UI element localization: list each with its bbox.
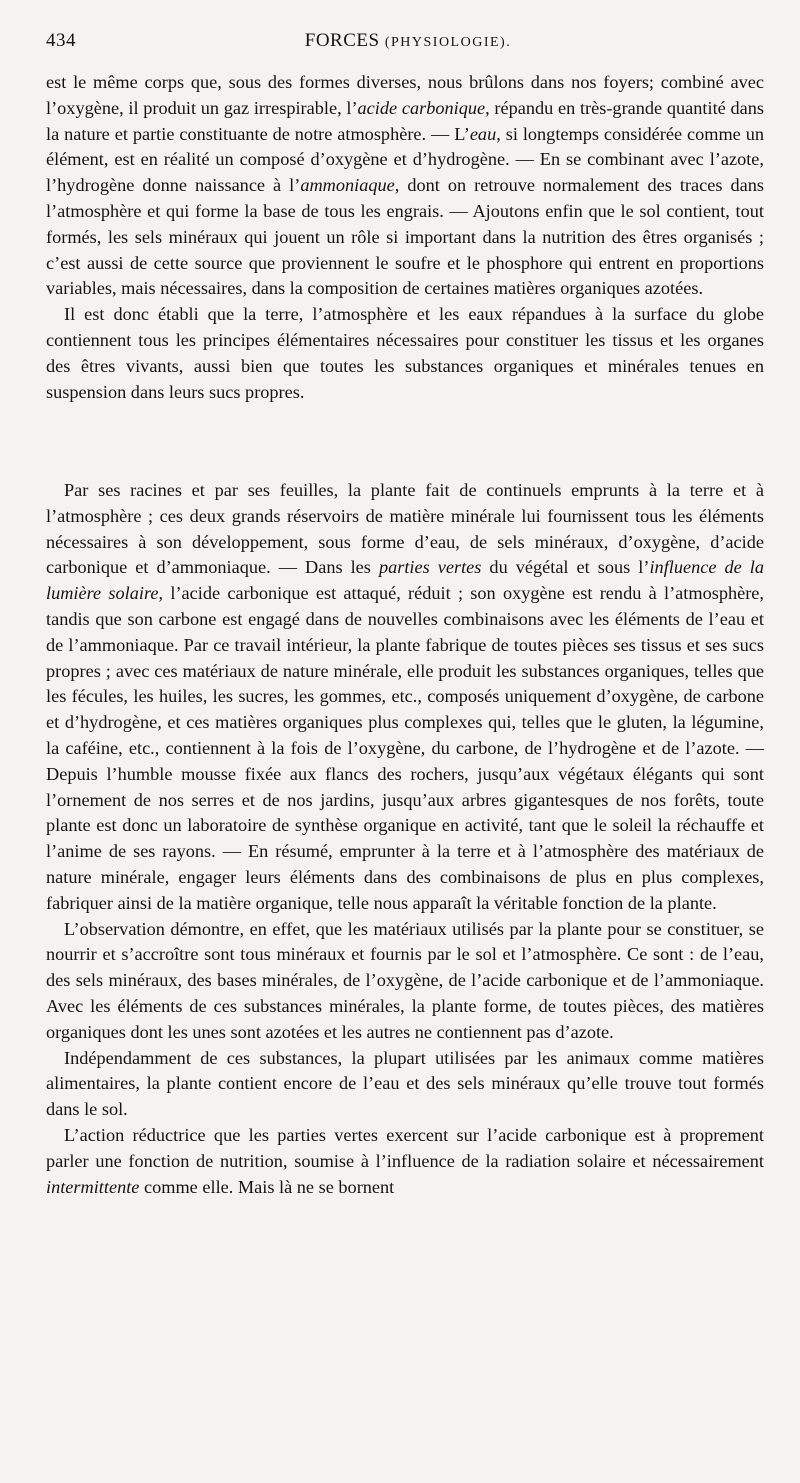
running-title bbox=[46, 30, 760, 52]
text-run: , l’acide carbonique est attaqué, réduit ; son oxygène est rendu à l’atmosphère, tandis que son carbone est engagé dans de nouvelles combinaisons avec les éléments de l’eau et de l’ammoniaque. Par ce travail intérieur, la plante fabrique de toutes pièces ses tissus et ses sucs propres ; avec ces matériaux de nature minérale, elle produit les substances organiques, telles que les fécules, les huiles, les sucres, les gommes, etc., composés uniquement d’oxygène, de carbone et d’hydrogène, et ces matières organiques plus complexes qui, telles que le gluten, la légumine, la caféine, etc., contiennent à la fois de l’oxygène, du carbone, de l’hydrogène et de l’azote. — Depuis l’humble mousse fixée aux flancs des rochers, jusqu’aux végétaux élégants qui sont l’ornement de nos serres et de nos jardins, jusqu’aux arbres gigantesques de nos forêts, toute plante est donc un laboratoire de synthèse organique en activité, tant que le soleil la réchauffe et l’anime de ses rayons. — En résumé, emprunter à la terre et à l’atmosphère des matériaux de nature minérale, engager leurs éléments dans des combinaisons de plus en plus complexes, fabriquer ainsi de la matière organique, telle nous apparaît la véritable fonction de la plante. bbox=[46, 583, 764, 913]
paragraph bbox=[46, 1123, 764, 1200]
paragraph bbox=[46, 1046, 764, 1123]
text-run: comme elle. Mais là ne se bornent bbox=[139, 1176, 395, 1197]
running-title-subtitle: (PHYSIOLOGIE). bbox=[384, 35, 512, 50]
text-run: Indépendamment de ces substances, la plupart utilisées par les animaux comme matières alimentaires, la plante contient encore de l’eau et des sels minéraux qu’elle trouve tout formés dans le sol. bbox=[46, 1047, 764, 1120]
text-run: Il est donc établi que la terre, l’atmosphère et les eaux répandues à la surface du globe contiennent tous les principes élémentaires nécessaires pour constituer les tissus et les organes des êtres vivants, aussi bien que toutes les substances organiques et minérales tenues en suspension dans leurs sucs propres. bbox=[46, 304, 764, 402]
paragraph bbox=[46, 70, 764, 302]
italic-text: ammoniaque bbox=[300, 175, 395, 196]
italic-text: acide carbonique bbox=[357, 97, 486, 118]
page-number: 434 bbox=[46, 30, 76, 51]
text-run: est le même corps que, sous des formes diverses, nous brûlons dans nos foyers; combiné avec l’oxygène, il produit un gaz irrespirable, l’ bbox=[46, 72, 764, 118]
text-section-2 bbox=[46, 478, 764, 1200]
italic-text: parties vertes bbox=[378, 557, 482, 578]
italic-text: influence de la lumière solaire bbox=[46, 557, 764, 604]
italic-text: eau bbox=[469, 123, 497, 144]
text-run: L’action réductrice que les parties vertes exercent sur l’acide carbonique est à proprement parler une fonction de nutrition, soumise à l’influence de la radiation solaire et nécessairement bbox=[46, 1124, 764, 1171]
text-run: , répandu en très-grande quantité dans la nature et partie constituante de notre atmosphère. — L’ bbox=[46, 97, 764, 144]
paragraph bbox=[46, 917, 764, 1046]
running-head bbox=[46, 30, 760, 56]
paragraph bbox=[46, 302, 764, 405]
text-run: , si longtemps considérée comme un élément, est en réalité un composé d’oxygène et d’hydrogène. — En se combinant avec l’azote, l’hydrogène donne naissance à l’ bbox=[46, 123, 764, 196]
text-run: Par ses racines et par ses feuilles, la plante fait de continuels emprunts à la terre et à l’atmosphère ; ces deux grands réservoirs de matière minérale lui fournissent tous les éléments nécessaires à son développement, sous forme d’eau, de sels minéraux, d’oxygène, d’acide carbonique et d’ammoniaque. — Dans les bbox=[46, 480, 764, 578]
text-section-1 bbox=[46, 70, 764, 405]
italic-text: intermittente bbox=[46, 1176, 140, 1197]
paragraph bbox=[46, 478, 764, 917]
text-run: , dont on retrouve normalement des traces dans l’atmosphère et qui forme la base de tous les engrais. — Ajoutons enfin que le sol contient, tout formés, les sels minéraux qui jouent un rôle si important dans la nutrition des êtres organisés ; c’est aussi de cette source que proviennent le soufre et le phosphore qui entrent en proportions variables, mais nécessaires, dans la composition de certaines matières organiques azotées. bbox=[46, 175, 764, 299]
running-title-main: FORCES bbox=[304, 30, 380, 51]
text-run: L’observation démontre, en effet, que les matériaux utilisés par la plante pour se constituer, se nourrir et s’accroître sont tous minéraux et fournis par le sol et l’atmosphère. Ce sont : de l’eau, des sels minéraux, des bases minérales, de l’oxygène, de l’acide carbonique et de l’ammoniaque. Avec les éléments de ces substances minérales, la plante forme, de toutes pièces, des matières organiques dont les unes sont azotées et les autres ne contiennent pas d’azote. bbox=[46, 918, 764, 1042]
text-run: du végétal et sous l’ bbox=[481, 557, 650, 578]
